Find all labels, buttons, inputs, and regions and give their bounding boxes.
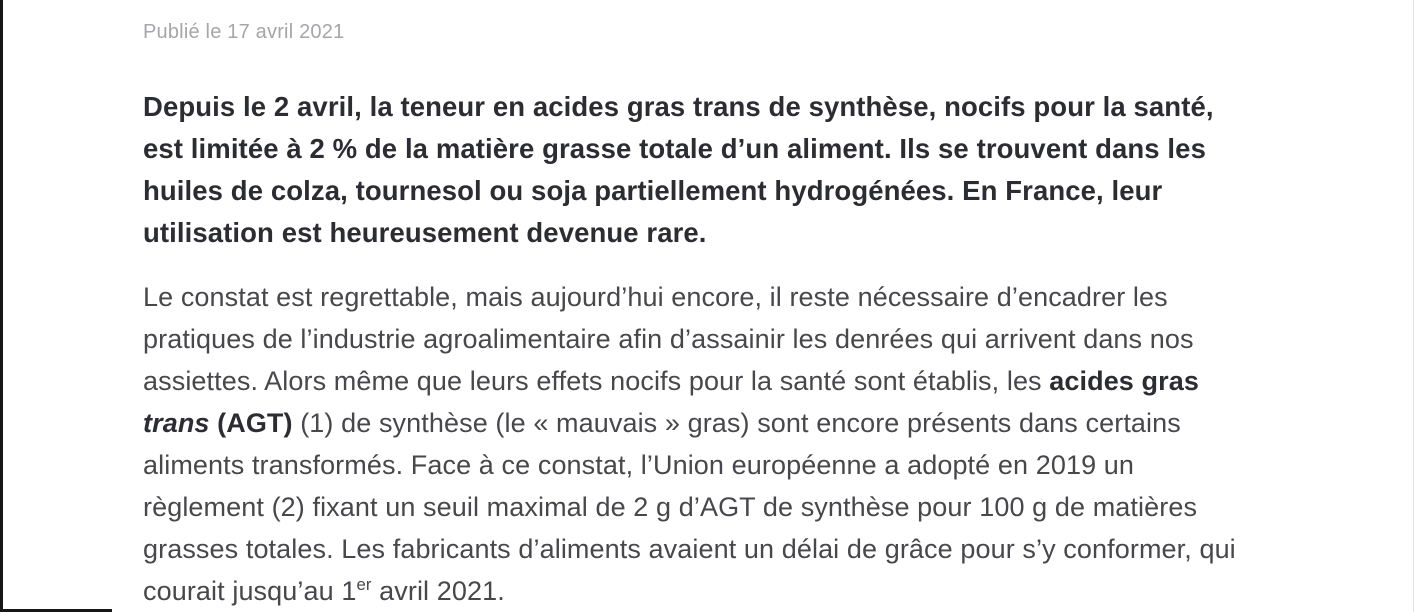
text-segment-normal: Le constat est regrettable, mais aujourd’hui encore, il reste nécessaire d’encadrer les pratiques de l’industrie agroalimentaire afin d’assainir les denrées qui arrivent dans nos assiettes. Alors même que leurs effets nocifs pour la santé sont établis, les — [143, 282, 1194, 396]
text-segment-bold-italic: trans — [143, 408, 210, 438]
article-body-paragraph — [143, 276, 1261, 612]
article-content — [143, 20, 1261, 612]
left-border-rule — [0, 0, 3, 612]
text-segment-bold: acides gras — [1049, 366, 1199, 396]
text-segment-normal: avril 2021. — [371, 576, 505, 606]
text-segment-bold: (AGT) — [209, 408, 293, 438]
article-lead-paragraph: Depuis le 2 avril, la teneur en acides gras trans de synthèse, nocifs pour la santé, est limitée à 2 % de la matière grasse totale d’un aliment. Ils se trouvent dans les huiles de colza, tournesol ou soja partiellement hydrogénées. En France, leur utilisation est heureusement devenue rare. — [143, 91, 1214, 248]
publication-date: Publié le 17 avril 2021 — [143, 21, 345, 43]
text-segment-superscript: er — [356, 575, 372, 594]
text-segment-normal: (1) de synthèse (le « mauvais » gras) sont encore présents dans certains aliments transformés. Face à ce constat, l’Union européenne a adopté en 2019 un règlement (2) fixant un seuil maximal de 2 g d’AGT de synthèse pour 100 g de matières grasses totales. Les fabricants d’aliments avaient un délai de grâce pour s’y conformer, qui courait jusqu’au 1 — [143, 408, 1236, 606]
